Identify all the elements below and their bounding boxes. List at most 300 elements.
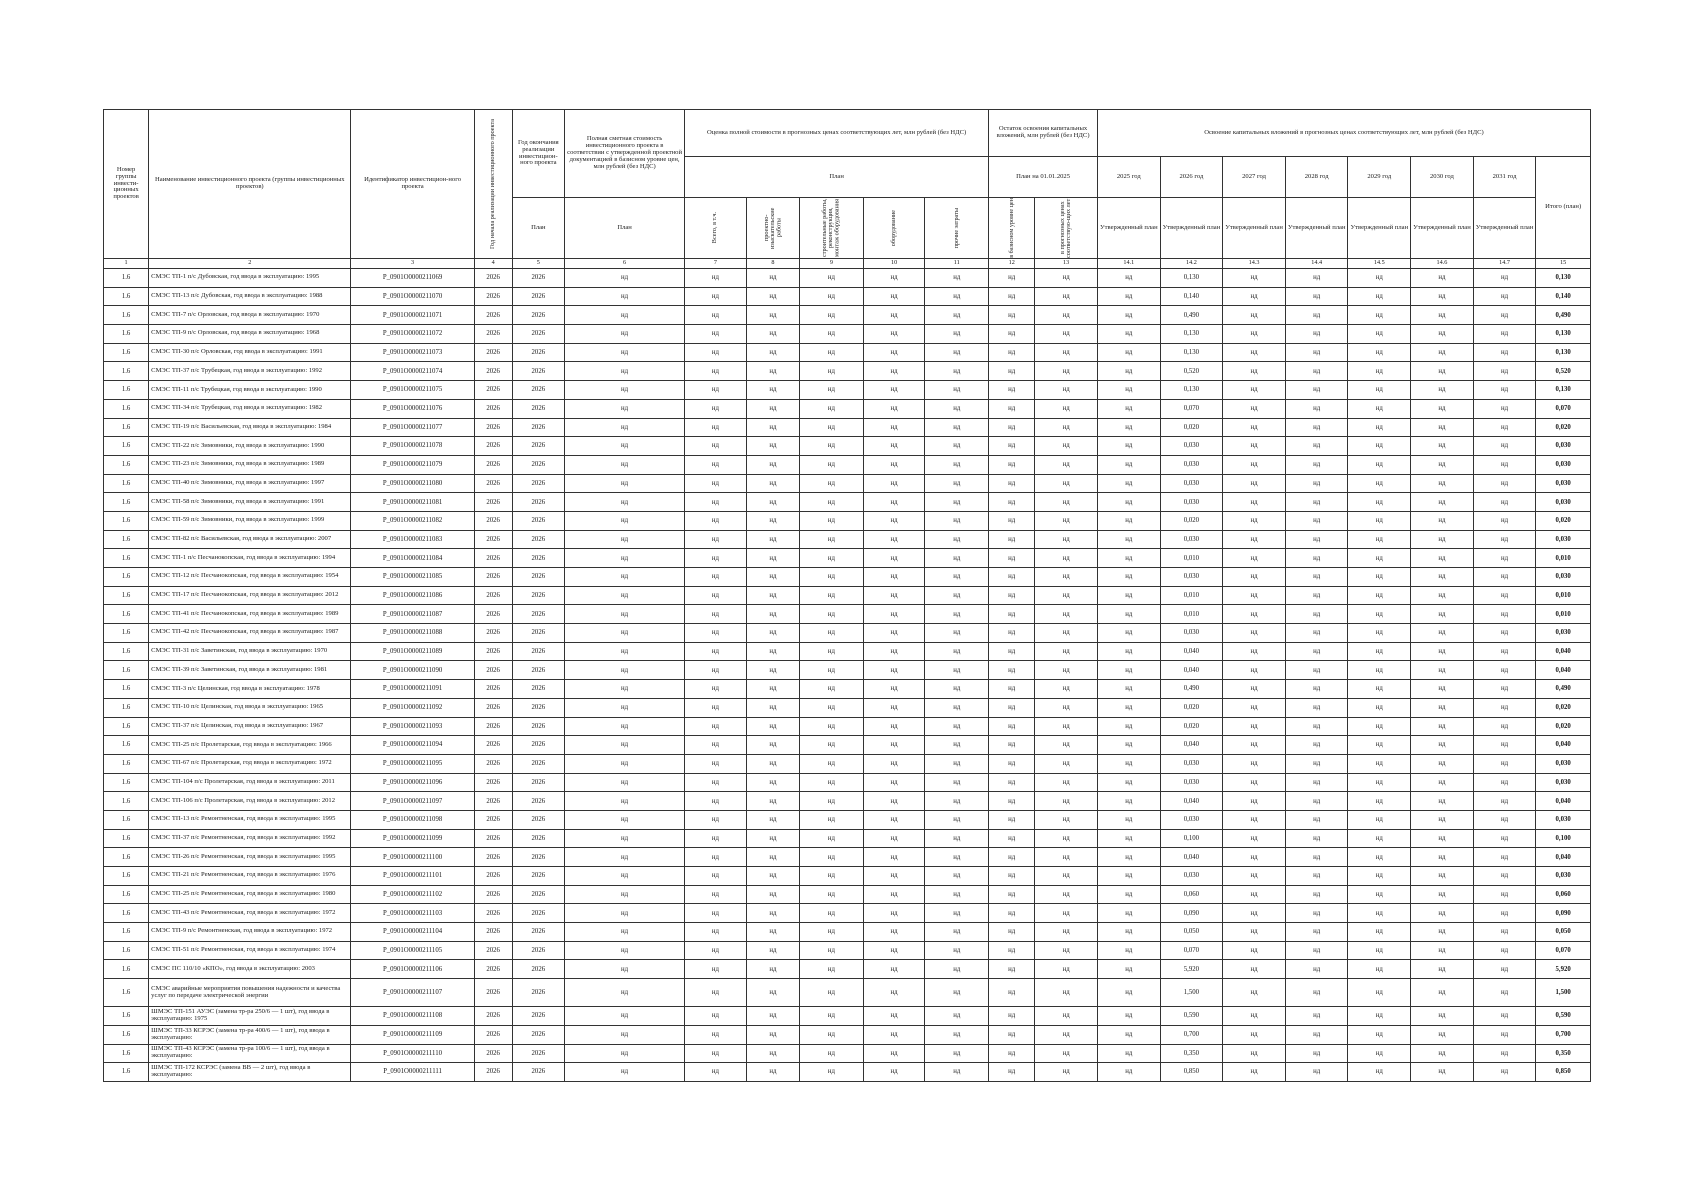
table-cell: нд	[1473, 829, 1536, 848]
table-cell: нд	[863, 736, 925, 755]
table-cell: нд	[1035, 1007, 1098, 1026]
table-cell: нд	[800, 717, 864, 736]
table-row	[104, 418, 1591, 437]
table-cell: 2026	[474, 717, 512, 736]
table-cell: нд	[746, 437, 799, 456]
table-cell: 1.6	[104, 941, 149, 960]
table-cell: нд	[1035, 343, 1098, 362]
table-row	[104, 568, 1591, 587]
table-cell: 0,030	[1160, 474, 1223, 493]
header-year-2025: 2025 год	[1097, 157, 1160, 198]
table-cell: 2026	[474, 773, 512, 792]
table-cell: нд	[565, 474, 685, 493]
table-cell: 0,490	[1536, 306, 1591, 325]
header-year-start	[474, 110, 512, 259]
table-cell: нд	[1223, 960, 1286, 979]
table-cell: СМЭС ТП-19 п/с Васильевская, год ввода в эксплуатацию: 1984	[149, 418, 351, 437]
table-cell: нд	[1348, 343, 1411, 362]
table-cell: 2026	[474, 867, 512, 886]
table-cell: P_0901O0000211111	[351, 1063, 474, 1082]
header-sub-base-prices	[989, 198, 1035, 259]
table-cell: 0,010	[1160, 586, 1223, 605]
table-cell: нд	[1035, 867, 1098, 886]
table-cell: 1.6	[104, 885, 149, 904]
table-cell: нд	[565, 381, 685, 400]
table-cell: нд	[1285, 848, 1348, 867]
table-cell: нд	[925, 474, 989, 493]
table-cell: нд	[1411, 269, 1474, 288]
table-cell: нд	[863, 717, 925, 736]
table-cell: нд	[1473, 325, 1536, 344]
table-cell: нд	[1223, 455, 1286, 474]
table-cell: нд	[925, 381, 989, 400]
table-cell: нд	[1285, 867, 1348, 886]
column-number: 14.5	[1348, 259, 1411, 269]
table-cell: нд	[800, 269, 864, 288]
table-cell: нд	[925, 306, 989, 325]
table-cell: нд	[1223, 979, 1286, 1007]
table-cell: нд	[1223, 661, 1286, 680]
table-cell: нд	[1348, 698, 1411, 717]
table-cell: нд	[989, 829, 1035, 848]
table-cell: нд	[1348, 511, 1411, 530]
table-cell: нд	[800, 418, 864, 437]
table-cell: нд	[863, 754, 925, 773]
table-cell: нд	[1285, 1007, 1348, 1026]
table-cell: нд	[1035, 642, 1098, 661]
table-cell: P_0901O0000211086	[351, 586, 474, 605]
table-cell: нд	[1035, 736, 1098, 755]
table-cell: нд	[989, 680, 1035, 699]
table-cell: 2026	[512, 343, 564, 362]
table-cell: СМЭС ПС 110/10 «КПО», год ввода в эксплуатацию: 2003	[149, 960, 351, 979]
table-cell: 2026	[474, 343, 512, 362]
table-cell: нд	[863, 941, 925, 960]
header-sub-equipment	[863, 198, 925, 259]
table-cell: нд	[989, 717, 1035, 736]
header-remaining: Остаток освоения капитальных вложений, млн рублей (без НДС)	[989, 110, 1098, 157]
table-cell: нд	[1097, 717, 1160, 736]
table-cell: нд	[1348, 904, 1411, 923]
table-cell: нд	[1473, 269, 1536, 288]
table-cell: нд	[800, 511, 864, 530]
table-cell: СМЭС ТП-23 п/с Зимовники, год ввода в эксплуатацию: 1989	[149, 455, 351, 474]
table-cell: нд	[800, 960, 864, 979]
table-row	[104, 904, 1591, 923]
table-cell: нд	[1348, 624, 1411, 643]
table-cell: нд	[1285, 979, 1348, 1007]
table-cell: нд	[565, 362, 685, 381]
table-cell: 2026	[512, 399, 564, 418]
table-cell: 2026	[512, 306, 564, 325]
table-cell: нд	[1223, 698, 1286, 717]
table-cell: нд	[1097, 343, 1160, 362]
table-cell: нд	[565, 549, 685, 568]
header-sub-other-text: прочие затраты	[952, 207, 960, 249]
table-cell: нд	[925, 549, 989, 568]
table-cell: нд	[863, 605, 925, 624]
table-cell: нд	[1411, 399, 1474, 418]
table-cell: нд	[1411, 810, 1474, 829]
table-cell: 0,020	[1160, 511, 1223, 530]
table-cell: 0,130	[1160, 381, 1223, 400]
table-cell: 0,520	[1536, 362, 1591, 381]
table-cell: нд	[800, 399, 864, 418]
table-cell: 0,590	[1160, 1007, 1223, 1026]
table-cell: нд	[1473, 642, 1536, 661]
table-cell: нд	[746, 455, 799, 474]
table-cell: нд	[800, 1044, 864, 1063]
table-cell: 1.6	[104, 1044, 149, 1063]
table-cell: нд	[800, 474, 864, 493]
table-cell: 2026	[474, 325, 512, 344]
table-cell: нд	[989, 605, 1035, 624]
table-cell: нд	[1411, 343, 1474, 362]
table-cell: нд	[1223, 568, 1286, 587]
table-cell: нд	[863, 624, 925, 643]
table-cell: нд	[863, 474, 925, 493]
table-cell: 2026	[474, 698, 512, 717]
table-cell: нд	[565, 848, 685, 867]
table-cell: СМЭС ТП-104 п/с Пролетарская, год ввода в эксплуатацию: 2011	[149, 773, 351, 792]
table-cell: P_0901O0000211093	[351, 717, 474, 736]
table-cell: 0,040	[1160, 736, 1223, 755]
table-cell: СМЭС ТП-1 п/с Дубовская, год ввода в эксплуатацию: 1995	[149, 269, 351, 288]
table-cell: нд	[1223, 511, 1286, 530]
table-cell: 2026	[474, 269, 512, 288]
table-cell: нд	[925, 717, 989, 736]
table-cell: нд	[685, 717, 747, 736]
table-cell: 2026	[512, 848, 564, 867]
table-cell: P_0901O0000211070	[351, 287, 474, 306]
table-cell: нд	[925, 1007, 989, 1026]
table-cell: нд	[863, 1063, 925, 1082]
table-cell: нд	[1035, 568, 1098, 587]
table-cell: нд	[685, 437, 747, 456]
table-cell: нд	[863, 661, 925, 680]
table-cell: нд	[565, 325, 685, 344]
table-cell: нд	[1473, 530, 1536, 549]
table-cell: 0,130	[1536, 381, 1591, 400]
table-cell: нд	[1285, 792, 1348, 811]
table-cell: нд	[925, 269, 989, 288]
table-cell: нд	[1473, 455, 1536, 474]
table-cell: нд	[800, 904, 864, 923]
table-cell: 0,050	[1536, 923, 1591, 942]
table-cell: нд	[1223, 381, 1286, 400]
table-cell: 1.6	[104, 680, 149, 699]
table-cell: 0,040	[1160, 642, 1223, 661]
header-plan-on-date: План на 01.01.2025	[989, 157, 1098, 198]
table-cell: нд	[925, 829, 989, 848]
table-cell: СМЭС ТП-67 п/с Пролетарская, год ввода в эксплуатацию: 1972	[149, 754, 351, 773]
table-cell: P_0901O0000211092	[351, 698, 474, 717]
table-cell: 1.6	[104, 736, 149, 755]
table-cell: нд	[989, 418, 1035, 437]
table-cell: 1.6	[104, 717, 149, 736]
table-cell: нд	[1411, 549, 1474, 568]
header-year-2026: 2026 год	[1160, 157, 1223, 198]
table-cell: нд	[863, 437, 925, 456]
table-cell: нд	[1035, 624, 1098, 643]
table-cell: 2026	[474, 923, 512, 942]
table-cell: 2026	[512, 586, 564, 605]
table-cell: нд	[1348, 381, 1411, 400]
table-cell: 1.6	[104, 362, 149, 381]
column-number: 8	[746, 259, 799, 269]
table-cell: СМЭС ТП-40 п/с Зимовники, год ввода в эксплуатацию: 1997	[149, 474, 351, 493]
table-cell: 0,030	[1536, 624, 1591, 643]
table-cell: нд	[746, 773, 799, 792]
header-project-name: Наименование инвестиционного проекта (группы инвестиционных проектов)	[149, 110, 351, 259]
table-cell: нд	[989, 1007, 1035, 1026]
table-cell: нд	[1285, 642, 1348, 661]
table-cell: нд	[1097, 829, 1160, 848]
table-cell: P_0901O0000211105	[351, 941, 474, 960]
table-cell: нд	[1473, 1007, 1536, 1026]
table-cell: 1.6	[104, 1025, 149, 1044]
table-cell: нд	[685, 698, 747, 717]
table-cell: P_0901O0000211106	[351, 960, 474, 979]
table-cell: нд	[746, 979, 799, 1007]
header-approved-2030: Утвержденный план	[1411, 198, 1474, 259]
table-cell: нд	[1411, 904, 1474, 923]
table-row	[104, 343, 1591, 362]
table-cell: нд	[1285, 287, 1348, 306]
table-cell: 2026	[512, 549, 564, 568]
table-cell: нд	[863, 1044, 925, 1063]
header-year-2028: 2028 год	[1285, 157, 1348, 198]
table-cell: P_0901O0000211109	[351, 1025, 474, 1044]
table-cell: 1.6	[104, 605, 149, 624]
table-cell: нд	[800, 586, 864, 605]
table-cell: 0,070	[1536, 941, 1591, 960]
table-cell: нд	[863, 810, 925, 829]
table-cell: 0,030	[1160, 568, 1223, 587]
table-cell: СМЭС ТП-25 п/с Ремонтненская, год ввода в эксплуатацию: 1980	[149, 885, 351, 904]
table-cell: СМЭС ТП-37 п/с Трубецкая, год ввода в эксплуатацию: 1992	[149, 362, 351, 381]
table-cell: нд	[685, 325, 747, 344]
table-cell: P_0901O0000211081	[351, 493, 474, 512]
table-cell: нд	[746, 754, 799, 773]
table-cell: нд	[1348, 923, 1411, 942]
table-cell: нд	[1035, 362, 1098, 381]
table-cell: нд	[1473, 698, 1536, 717]
table-cell: нд	[1411, 474, 1474, 493]
table-cell: нд	[1411, 867, 1474, 886]
table-cell: нд	[1035, 885, 1098, 904]
table-cell: нд	[1473, 661, 1536, 680]
table-cell: нд	[1348, 549, 1411, 568]
table-cell: нд	[1097, 269, 1160, 288]
table-cell: нд	[925, 941, 989, 960]
table-cell: нд	[685, 269, 747, 288]
table-cell: P_0901O0000211110	[351, 1044, 474, 1063]
table-cell: нд	[989, 960, 1035, 979]
table-cell: нд	[685, 549, 747, 568]
table-cell: нд	[1035, 399, 1098, 418]
table-cell: нд	[1411, 680, 1474, 699]
table-cell: P_0901O0000211101	[351, 867, 474, 886]
table-cell: нд	[1348, 979, 1411, 1007]
table-row	[104, 325, 1591, 344]
table-cell: 1.6	[104, 437, 149, 456]
table-cell: нд	[1473, 754, 1536, 773]
table-cell: 2026	[512, 680, 564, 699]
table-cell: нд	[1348, 605, 1411, 624]
table-cell: 2026	[474, 493, 512, 512]
table-cell: нд	[1285, 736, 1348, 755]
table-cell: 0,020	[1536, 717, 1591, 736]
table-cell: нд	[863, 923, 925, 942]
table-cell: нд	[1285, 1063, 1348, 1082]
table-cell: нд	[746, 1007, 799, 1026]
table-cell: нд	[685, 904, 747, 923]
table-cell: нд	[800, 773, 864, 792]
table-cell: нд	[989, 792, 1035, 811]
table-cell: нд	[989, 455, 1035, 474]
table-cell: нд	[925, 848, 989, 867]
table-cell: нд	[925, 773, 989, 792]
table-cell: нд	[1348, 829, 1411, 848]
table-cell: нд	[1223, 624, 1286, 643]
table-cell: нд	[1348, 474, 1411, 493]
table-row	[104, 885, 1591, 904]
table-cell: 2026	[512, 1025, 564, 1044]
table-cell: нд	[1097, 941, 1160, 960]
table-cell: нд	[746, 885, 799, 904]
table-row	[104, 306, 1591, 325]
table-cell: 2026	[474, 1063, 512, 1082]
table-cell: нд	[746, 511, 799, 530]
table-cell: нд	[746, 941, 799, 960]
table-cell: ШМЭС ТП-151 АУЭС (замена тр-ра 250/6 — 1 шт), год ввода в эксплуатацию: 1975	[149, 1007, 351, 1026]
table-cell: нд	[1097, 530, 1160, 549]
table-cell: 0,070	[1160, 399, 1223, 418]
table-row	[104, 493, 1591, 512]
table-cell: 1.6	[104, 381, 149, 400]
table-cell: нд	[685, 1044, 747, 1063]
table-cell: нд	[863, 885, 925, 904]
table-cell: 2026	[474, 941, 512, 960]
table-cell: 0,030	[1536, 568, 1591, 587]
table-cell: 2026	[512, 717, 564, 736]
column-number: 9	[800, 259, 864, 269]
table-cell: 0,040	[1536, 736, 1591, 755]
header-sub-forecast-prices	[1035, 198, 1098, 259]
table-cell: 1.6	[104, 1063, 149, 1082]
table-cell: 0,010	[1536, 605, 1591, 624]
table-cell: 2026	[474, 960, 512, 979]
table-cell: нд	[863, 792, 925, 811]
table-cell: нд	[989, 437, 1035, 456]
header-full-cost-plan: План	[685, 157, 989, 198]
table-cell: нд	[989, 381, 1035, 400]
table-cell: нд	[800, 661, 864, 680]
table-cell: нд	[1348, 773, 1411, 792]
table-row	[104, 437, 1591, 456]
table-cell: нд	[863, 1007, 925, 1026]
column-number: 14.6	[1411, 259, 1474, 269]
table-cell: P_0901O0000211089	[351, 642, 474, 661]
table-cell: 1.6	[104, 848, 149, 867]
table-cell: 2026	[474, 474, 512, 493]
table-cell: P_0901O0000211108	[351, 1007, 474, 1026]
table-cell: нд	[746, 923, 799, 942]
table-cell: нд	[800, 941, 864, 960]
table-cell: нд	[925, 885, 989, 904]
table-cell: нд	[1223, 848, 1286, 867]
investment-projects-table	[103, 109, 1591, 1082]
table-cell: 1.6	[104, 923, 149, 942]
table-cell: нд	[746, 642, 799, 661]
table-cell: нд	[1473, 586, 1536, 605]
table-cell: P_0901O0000211072	[351, 325, 474, 344]
table-cell: нд	[1223, 1025, 1286, 1044]
table-cell: 0,030	[1536, 474, 1591, 493]
header-approved-2025: Утвержденный план	[1097, 198, 1160, 259]
table-cell: P_0901O0000211069	[351, 269, 474, 288]
table-cell: СМЭС ТП-106 п/с Пролетарская, год ввода в эксплуатацию: 2012	[149, 792, 351, 811]
table-cell: 1.6	[104, 642, 149, 661]
column-number: 12	[989, 259, 1035, 269]
table-cell: нд	[925, 867, 989, 886]
table-cell: 1.6	[104, 418, 149, 437]
table-cell: нд	[1285, 474, 1348, 493]
table-cell: 2026	[474, 792, 512, 811]
table-cell: нд	[800, 530, 864, 549]
table-cell: СМЭС аварийные мероприятия повышения надежности и качества услуг по передаче электрической энергии	[149, 979, 351, 1007]
table-cell: нд	[800, 792, 864, 811]
table-cell: нд	[1411, 586, 1474, 605]
table-cell: P_0901O0000211084	[351, 549, 474, 568]
table-cell: нд	[925, 605, 989, 624]
table-cell: нд	[1223, 717, 1286, 736]
table-cell: СМЭС ТП-3 п/с Целинская, год ввода в эксплуатацию: 1978	[149, 680, 351, 699]
table-cell: нд	[1348, 736, 1411, 755]
table-cell: нд	[863, 362, 925, 381]
table-cell: нд	[1473, 867, 1536, 886]
table-cell: нд	[989, 325, 1035, 344]
table-cell: 2026	[512, 698, 564, 717]
table-cell: нд	[685, 624, 747, 643]
table-cell: нд	[1348, 680, 1411, 699]
table-cell: P_0901O0000211073	[351, 343, 474, 362]
table-cell: 2026	[512, 325, 564, 344]
table-cell: нд	[863, 343, 925, 362]
table-cell: нд	[863, 680, 925, 699]
table-cell: нд	[1223, 1044, 1286, 1063]
table-cell: нд	[863, 511, 925, 530]
table-cell: нд	[863, 904, 925, 923]
table-cell: нд	[1411, 568, 1474, 587]
table-cell: нд	[1097, 661, 1160, 680]
table-cell: нд	[685, 343, 747, 362]
header-sub-equipment-text: оборудование	[890, 209, 897, 247]
table-cell: нд	[1411, 418, 1474, 437]
table-cell: нд	[685, 1007, 747, 1026]
table-cell: нд	[989, 979, 1035, 1007]
table-cell: 1.6	[104, 549, 149, 568]
table-cell: нд	[746, 960, 799, 979]
table-cell: 2026	[474, 511, 512, 530]
table-cell: нд	[800, 885, 864, 904]
table-cell: нд	[1035, 325, 1098, 344]
table-cell: P_0901O0000211107	[351, 979, 474, 1007]
table-row	[104, 848, 1591, 867]
header-project-id: Идентификатор инвестицион-ного проекта	[351, 110, 474, 259]
table-row	[104, 754, 1591, 773]
